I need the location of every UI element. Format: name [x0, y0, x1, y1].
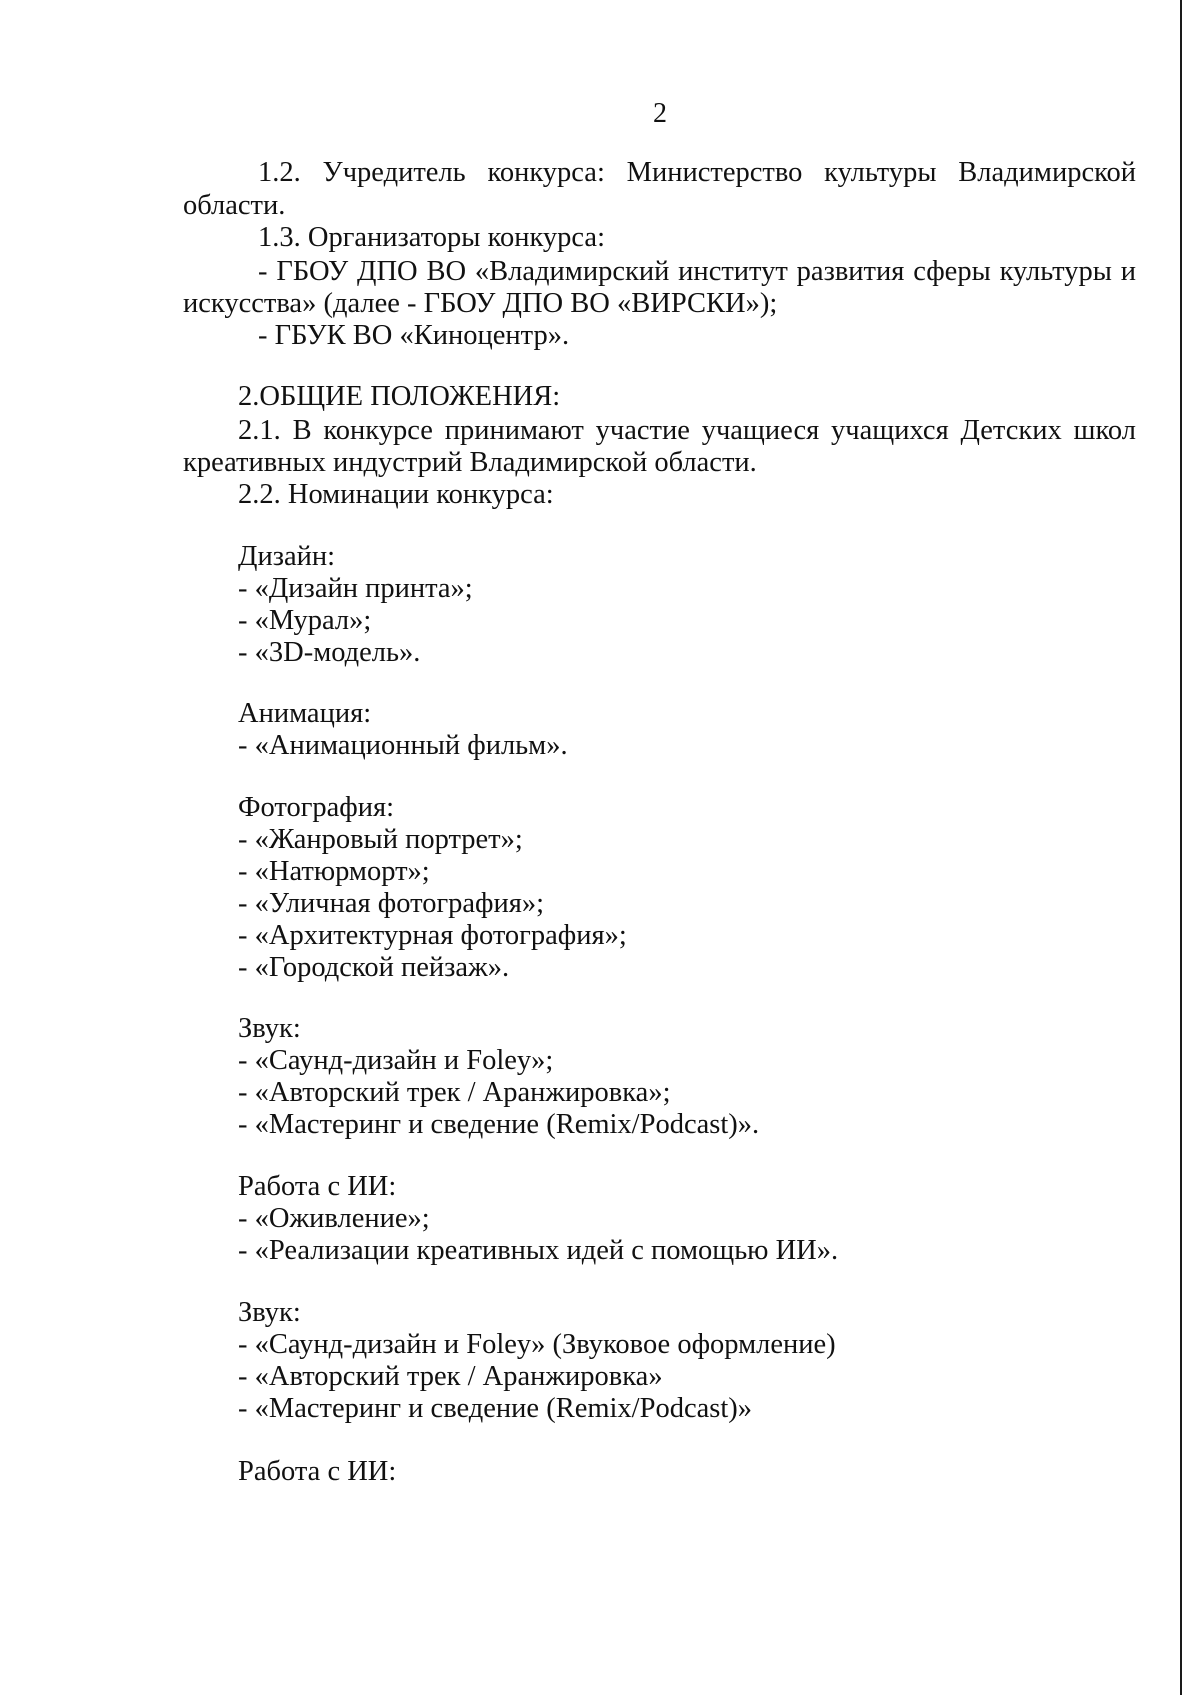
list-item: - «Мастеринг и сведение (Remix/Podcast)» [238, 1393, 753, 1424]
list-item: - «Жанровый портрет»; [238, 824, 523, 855]
page-edge-line [1180, 0, 1182, 1695]
photo-title: Фотография: [238, 792, 395, 823]
page-number: 2 [653, 98, 667, 129]
list-item: - «Оживление»; [238, 1203, 430, 1234]
list-item: - «Городской пейзаж». [238, 952, 510, 983]
organizer-1-line2: искусства» (далее - ГБОУ ДПО ВО «ВИРСКИ»); [183, 288, 778, 319]
paragraph-1-2-line1: 1.2. Учредитель конкурса: Министерство культуры Владимирской [258, 157, 1136, 188]
list-item: - «Авторский трек / Аранжировка»; [238, 1077, 671, 1108]
paragraph-2-2: 2.2. Номинации конкурса: [238, 479, 554, 510]
list-item: - «Анимационный фильм». [238, 730, 568, 761]
sound-title-2: Звук: [238, 1297, 301, 1328]
paragraph-2-1-line2: креативных индустрий Владимирской области. [183, 447, 757, 478]
design-title: Дизайн: [238, 541, 336, 572]
list-item: - «Реализации креативных идей с помощью ИИ». [238, 1235, 839, 1266]
section-2-heading: 2.ОБЩИЕ ПОЛОЖЕНИЯ: [238, 381, 561, 412]
organizer-1-line1: - ГБОУ ДПО ВО «Владимирский институт развития сферы культуры и [258, 256, 1136, 287]
ai-title-2: Работа с ИИ: [238, 1456, 397, 1487]
list-item: - «Саунд-дизайн и Foley»; [238, 1045, 554, 1076]
list-item: - «Саунд-дизайн и Foley» (Звуковое оформление) [238, 1329, 836, 1360]
list-item: - «Авторский трек / Аранжировка» [238, 1361, 663, 1392]
organizer-2: - ГБУК ВО «Киноцентр». [258, 320, 570, 351]
ai-title: Работа с ИИ: [238, 1171, 397, 1202]
list-item: - «3D-модель». [238, 637, 421, 668]
paragraph-1-3: 1.3. Организаторы конкурса: [258, 222, 605, 253]
paragraph-1-2-line2: области. [183, 190, 286, 221]
list-item: - «Дизайн принта»; [238, 573, 473, 604]
list-item: - «Мурал»; [238, 605, 372, 636]
list-item: - «Уличная фотография»; [238, 888, 545, 919]
animation-title: Анимация: [238, 698, 372, 729]
paragraph-2-1-line1: 2.1. В конкурсе принимают участие учащиеся учащихся Детских школ [238, 415, 1136, 446]
sound-title: Звук: [238, 1013, 301, 1044]
list-item: - «Мастеринг и сведение (Remix/Podcast)». [238, 1109, 760, 1140]
list-item: - «Архитектурная фотография»; [238, 920, 627, 951]
list-item: - «Натюрморт»; [238, 856, 430, 887]
